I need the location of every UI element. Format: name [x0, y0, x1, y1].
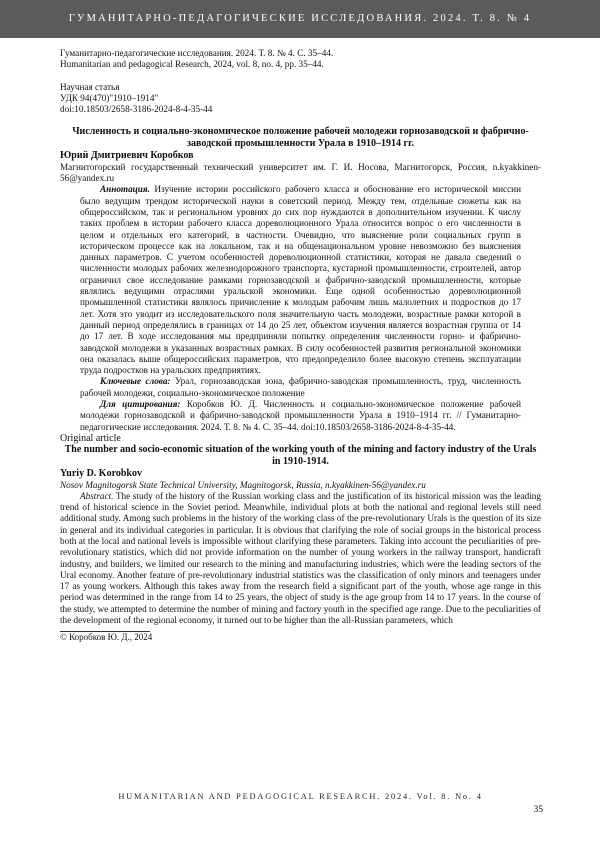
article-meta — [60, 82, 541, 116]
article-type-en: Original article — [60, 432, 121, 444]
article-title-ru: Численность и социально-экономическое положение рабочей молодежи горнозаводской и фабрично-заводской промышленности Урала в 1910–1914 гг. — [72, 126, 529, 150]
keywords-ru-label: Ключевые слова: — [100, 376, 171, 387]
abstract-ru — [60, 184, 541, 433]
citation-ru: Гуманитарно-педагогические исследования. 2024. Т. 8. № 4. С. 35–44. — [60, 48, 334, 58]
udc-code: УДК 94(470)"1910–1914" — [60, 92, 159, 103]
page-content — [60, 48, 541, 644]
article-title-en: The number and socio-economic situation of the working youth of the mining and factory industry of the Urals in 1910-1914. — [64, 444, 537, 468]
author-name-en: Yuriy D. Korobkov — [60, 468, 142, 480]
abstract-en-text: The study of the history of the Russian working class and the justification of its historical mission was the leading trend of historical science in the Soviet period. Meanwhile, individual plots at both the national and regional levels still need additional study. Among such problems in the history of the working class of the pre-revolutionary Urals is the question of its size in general and its individual categories in particular. It is obvious that clarifying the role of social groups in the historical process both at the local and national levels is impossible without clarifying these parameters. Taking into account the peculiarities of pre-revolutionary statistics, which did not provide information on the number of young workers in the railway transport, handicraft industry, and builders, we limited our research to the mining and manufacturing industries, which were the leading sectors of the Ural economy. Another feature of pre-revolutionary industrial statistics was the classification of only minors and teenagers under 17 as young workers. Although this takes away from the research field a significant part of the youth, whose age range in this period was determined in the range from 14 to 25 years, the object of study is the age group from 14 to 17 years. In the course of the study, we attempted to determine the number of mining and factory youth in the specified age range. Due to the peculiarities of the development of the regional economy, it turned out to be higher than the all-Russian parameters, which — [60, 490, 541, 626]
page-number: 35 — [533, 805, 543, 815]
citation-en: Humanitarian and pedagogical Research, 2024, vol. 8, no. 4, pp. 35–44. — [60, 59, 324, 70]
abstract-ru-text: Изучение истории российского рабочего класса и обоснование его исторической миссии было ведущим трендом исторической науки в советский период. Между тем, отдельные сюжеты как на общероссийском, так и региональном уровнях до сих пор нуждаются в дополнительном изучении. К числу таких проблем в истории рабочего класса дореволюционного Урала относится вопрос о его численности в целом и отдельных его категорий, в частности. Очевидно, что выяснение роли социальных групп в историческом процессе как на локальном, так и на общенациональном уровне невозможно без выяснения данных параметров. С учетом особенностей дореволюционной статистики, которая не давала сведений о численности молодых рабочих железнодорожного транспорта, кустарной промышленности, строителей, автор ограничил свое исследование рамками горнозаводской и фабрично-заводской промышленности, которые являлись ведущими отраслями уральской экономики. Еще одной особенностью дореволюционной промышленной статистики являлось причисление к молодым рабочим лишь малолетних и подростков до 17 лет. Хотя это уводит из исследовательского поля значительную часть молодежи, возрастные рамки которой в данный период определялись в границах от 14 до 25 лет, объектом изучения является возрастная группа от 14 до 17 лет. В ходе исследования мы предприняли попытку определения численности горно- и фабрично-заводской молодежи в указанных возрастных рамках. В силу особенностей развития региональной экономики она оказалась выше общероссийских параметров, что предопределило более высокую степень эксплуатации труда подростков на уральских предприятиях. — [80, 184, 522, 376]
article-type: Научная статья — [60, 81, 120, 92]
abstract-en-label: Abstract. — [80, 490, 114, 501]
running-header: ГУМАНИТАРНО-ПЕДАГОГИЧЕСКИЕ ИССЛЕДОВАНИЯ. 2024. Т. 8. № 4 — [0, 0, 600, 38]
cite-ru-label: Для цитирования: — [100, 399, 181, 410]
journal-citation-block — [60, 48, 541, 71]
keywords-ru-text: Урал, горнозаводская зона, фабрично-заводская промышленность, труд, численность рабочей молодежи, социально-экономическое положение — [80, 376, 522, 398]
copyright-footnote: © Коробков Ю. Д., 2024 — [60, 632, 153, 643]
abstract-ru-label: Аннотация. — [100, 184, 150, 195]
abstract-en — [60, 491, 541, 627]
cite-ru-text: Коробков Ю. Д. Численность и социально-экономическое положение рабочей молодежи горнозаводской и фабрично-заводской промышленности Урала в 1910–1914 гг. // Гуманитарно-педагогические исследования. 2024. Т. 8. № 4. С. 35–44. doi:10.18503/2658-3186-2024-8-4-35-44. — [80, 399, 522, 432]
author-affiliation-en: Nosov Magnitogorsk State Technical University, Magnitogorsk, Russia, n.kyakkinen-56@yandex.ru — [60, 479, 426, 490]
author-name-ru: Юрий Дмитриевич Коробков — [60, 150, 194, 162]
running-footer: HUMANITARIAN AND PEDAGOGICAL RESEARCH. 2024. Vol. 8. No. 4 — [118, 792, 483, 801]
author-affiliation-ru: Магнитогорский государственный технический университет им. Г. И. Носова, Магнитогорск, Россия, n.kyakkinen-56@yandex.ru — [60, 161, 541, 184]
doi-link[interactable]: doi:10.18503/2658-3186-2024-8-4-35-44 — [60, 104, 213, 115]
